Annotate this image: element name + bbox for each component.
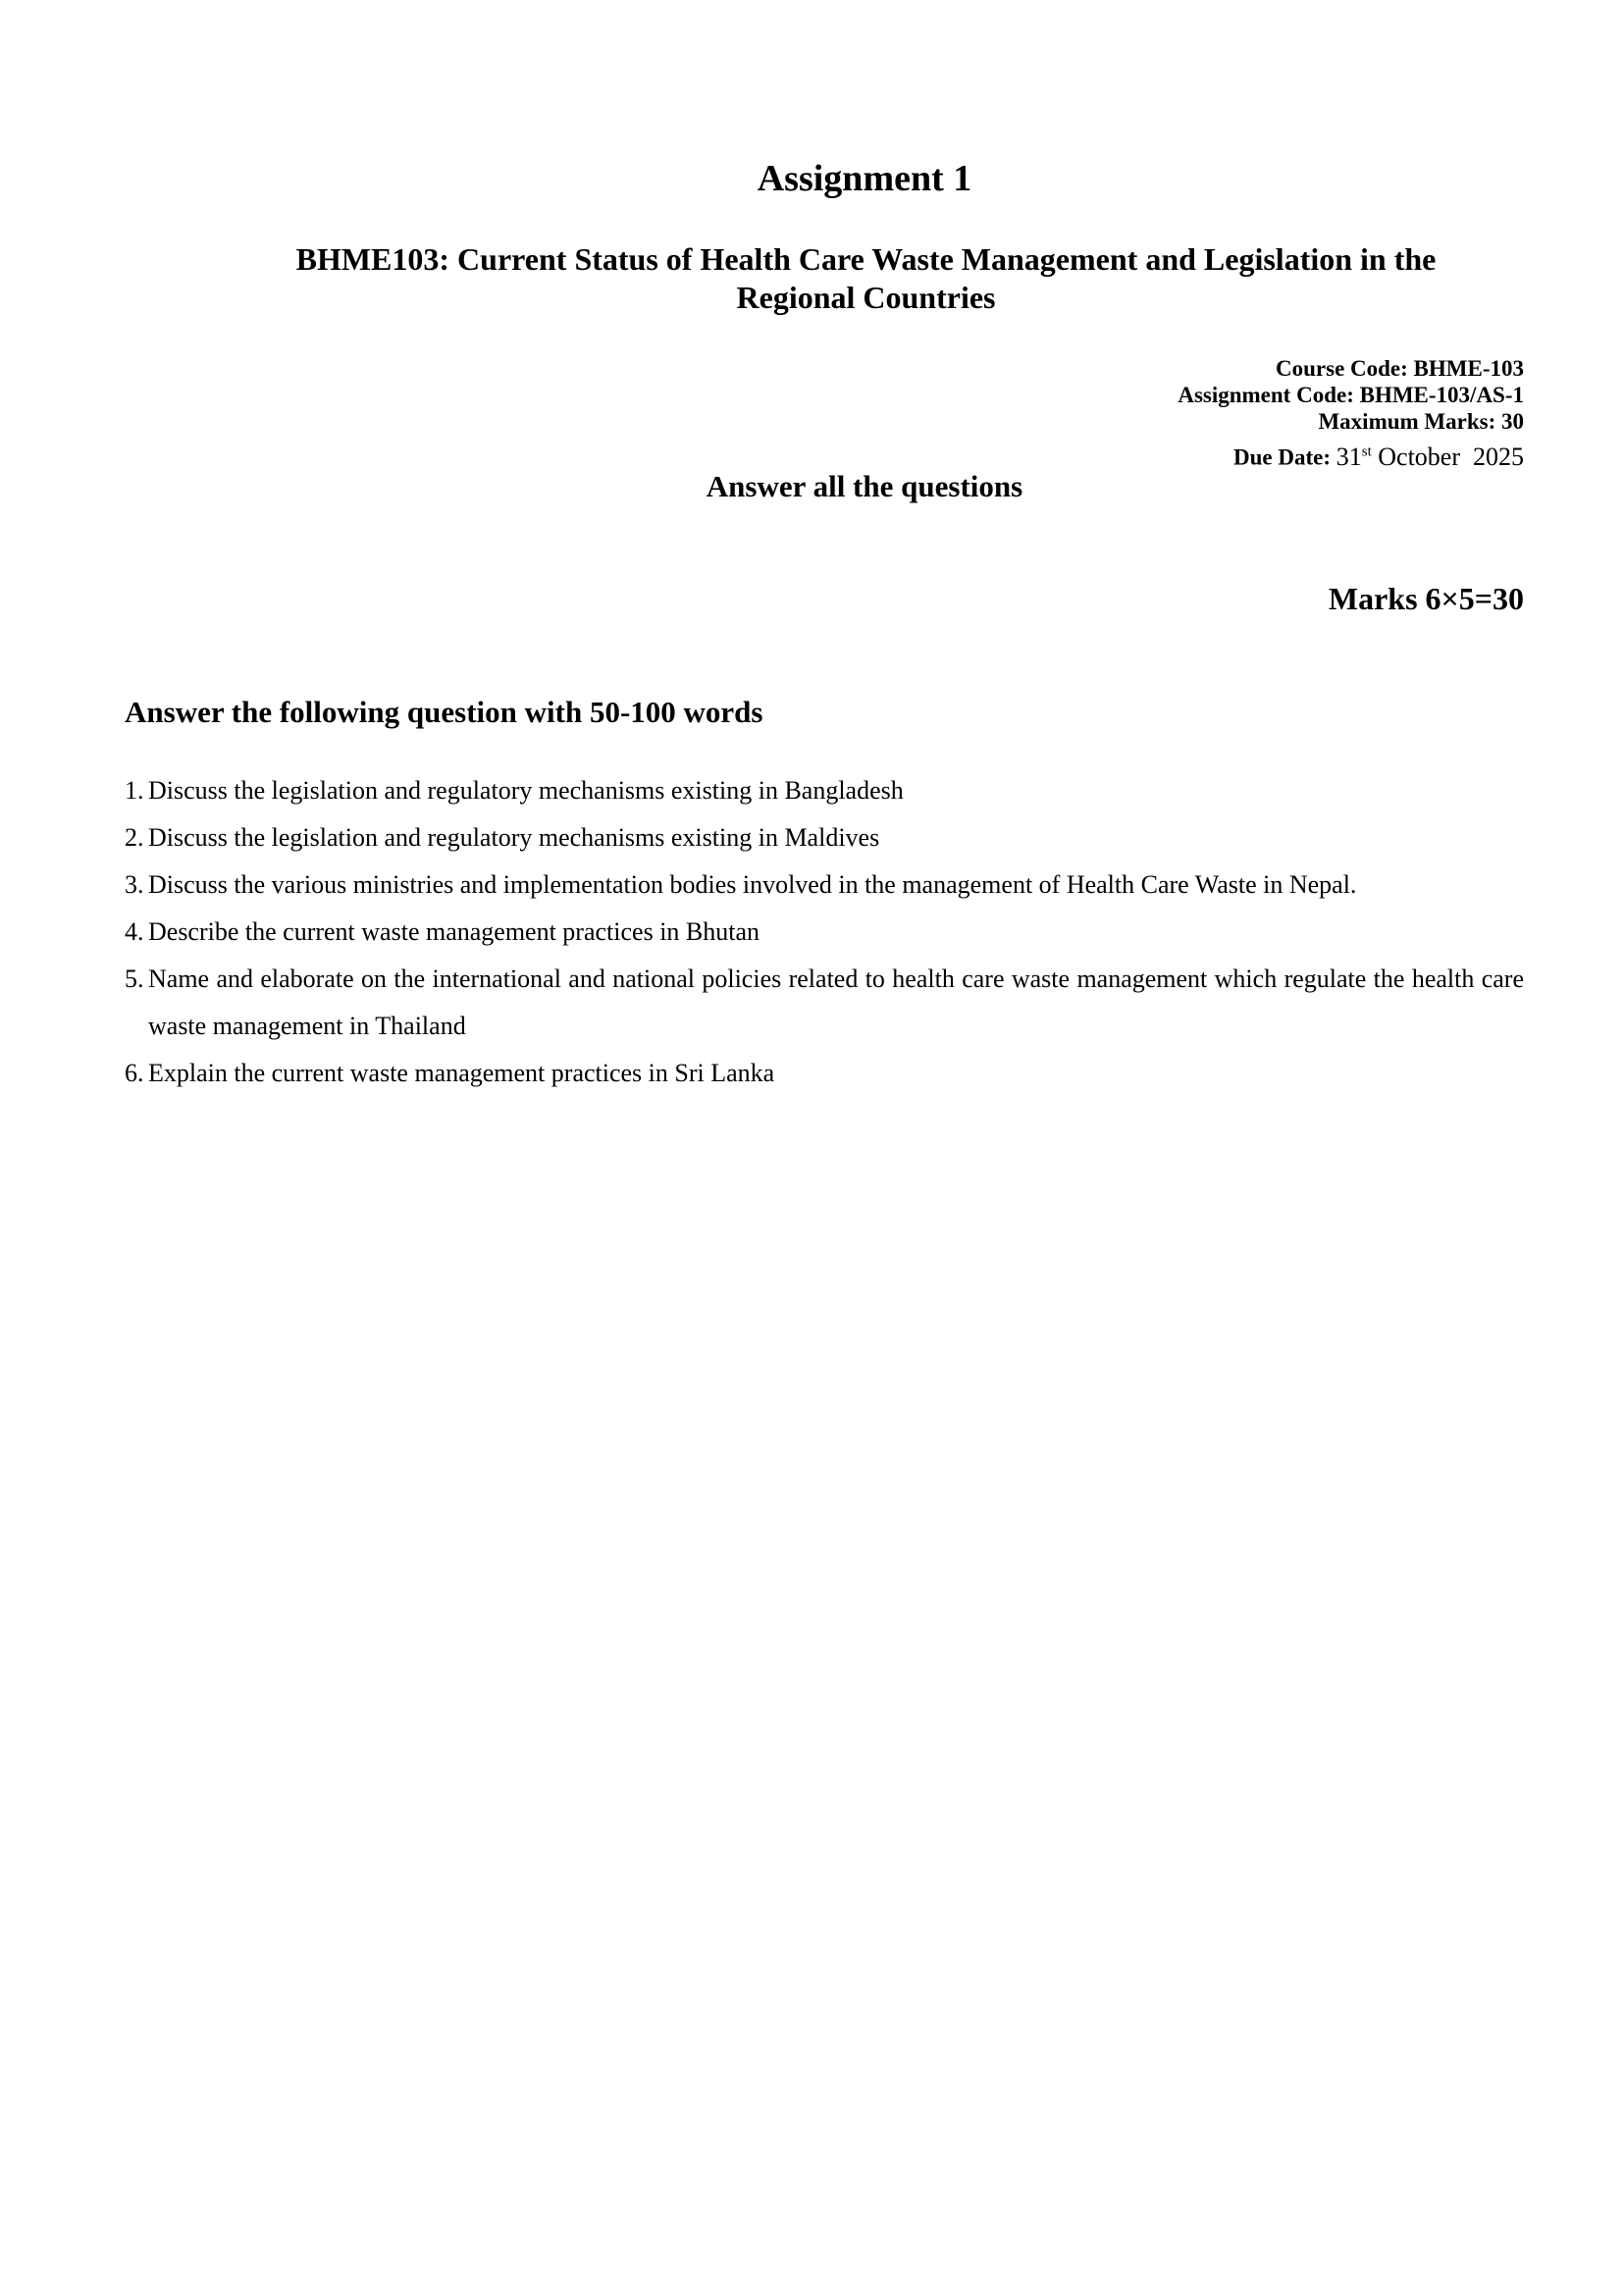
answer-all-heading: Answer all the questions [706, 469, 1023, 503]
course-subtitle: BHME103: Current Status of Health Care Waste Management and Legislation in the Regional Countries [295, 241, 1437, 315]
question-number: 3. [125, 870, 144, 899]
question-text: Explain the current waste management practices in Sri Lanka [148, 1059, 775, 1087]
instruction-heading: Answer the following question with 50-100 words [125, 695, 763, 729]
question-text: Discuss the legislation and regulatory mechanisms existing in Maldives [148, 823, 880, 852]
question-item [125, 909, 1524, 956]
question-text: Describe the current waste management practices in Bhutan [148, 917, 760, 946]
due-date-day: 31 [1336, 442, 1362, 471]
due-date-label: Due Date: [1232, 444, 1331, 470]
question-number: 5. [125, 965, 144, 993]
due-date-suffix: st [1361, 443, 1372, 459]
question-list [125, 767, 1524, 1097]
question-item [125, 767, 1524, 814]
marks-total: Marks 6×5=30 [1328, 581, 1524, 616]
assignment-title: Assignment 1 [757, 158, 972, 199]
assignment-code: Assignment Code: BHME-103/AS-1 [1178, 383, 1524, 407]
question-item [125, 814, 1524, 861]
question-text: Name and elaborate on the international and national policies related to health care waste management which regulate the health care waste management in Thailand [148, 965, 1524, 1040]
due-date [1178, 439, 1524, 471]
question-number: 6. [125, 1059, 144, 1087]
question-number: 1. [125, 776, 144, 805]
question-item [125, 1050, 1524, 1097]
maximum-marks: Maximum Marks: 30 [1318, 409, 1524, 434]
question-number: 2. [125, 823, 144, 852]
course-code: Course Code: BHME-103 [1276, 356, 1524, 381]
question-text: Discuss the legislation and regulatory mechanisms existing in Bangladesh [148, 776, 904, 805]
question-item [125, 861, 1524, 909]
question-number: 4. [125, 917, 144, 946]
question-item [125, 956, 1524, 1050]
due-date-rest: October 2025 [1378, 442, 1524, 471]
question-text: Discuss the various ministries and implementation bodies involved in the management of Health Care Waste in Nepal. [148, 870, 1357, 899]
assignment-meta [1178, 355, 1524, 471]
due-date-value [1336, 443, 1524, 471]
